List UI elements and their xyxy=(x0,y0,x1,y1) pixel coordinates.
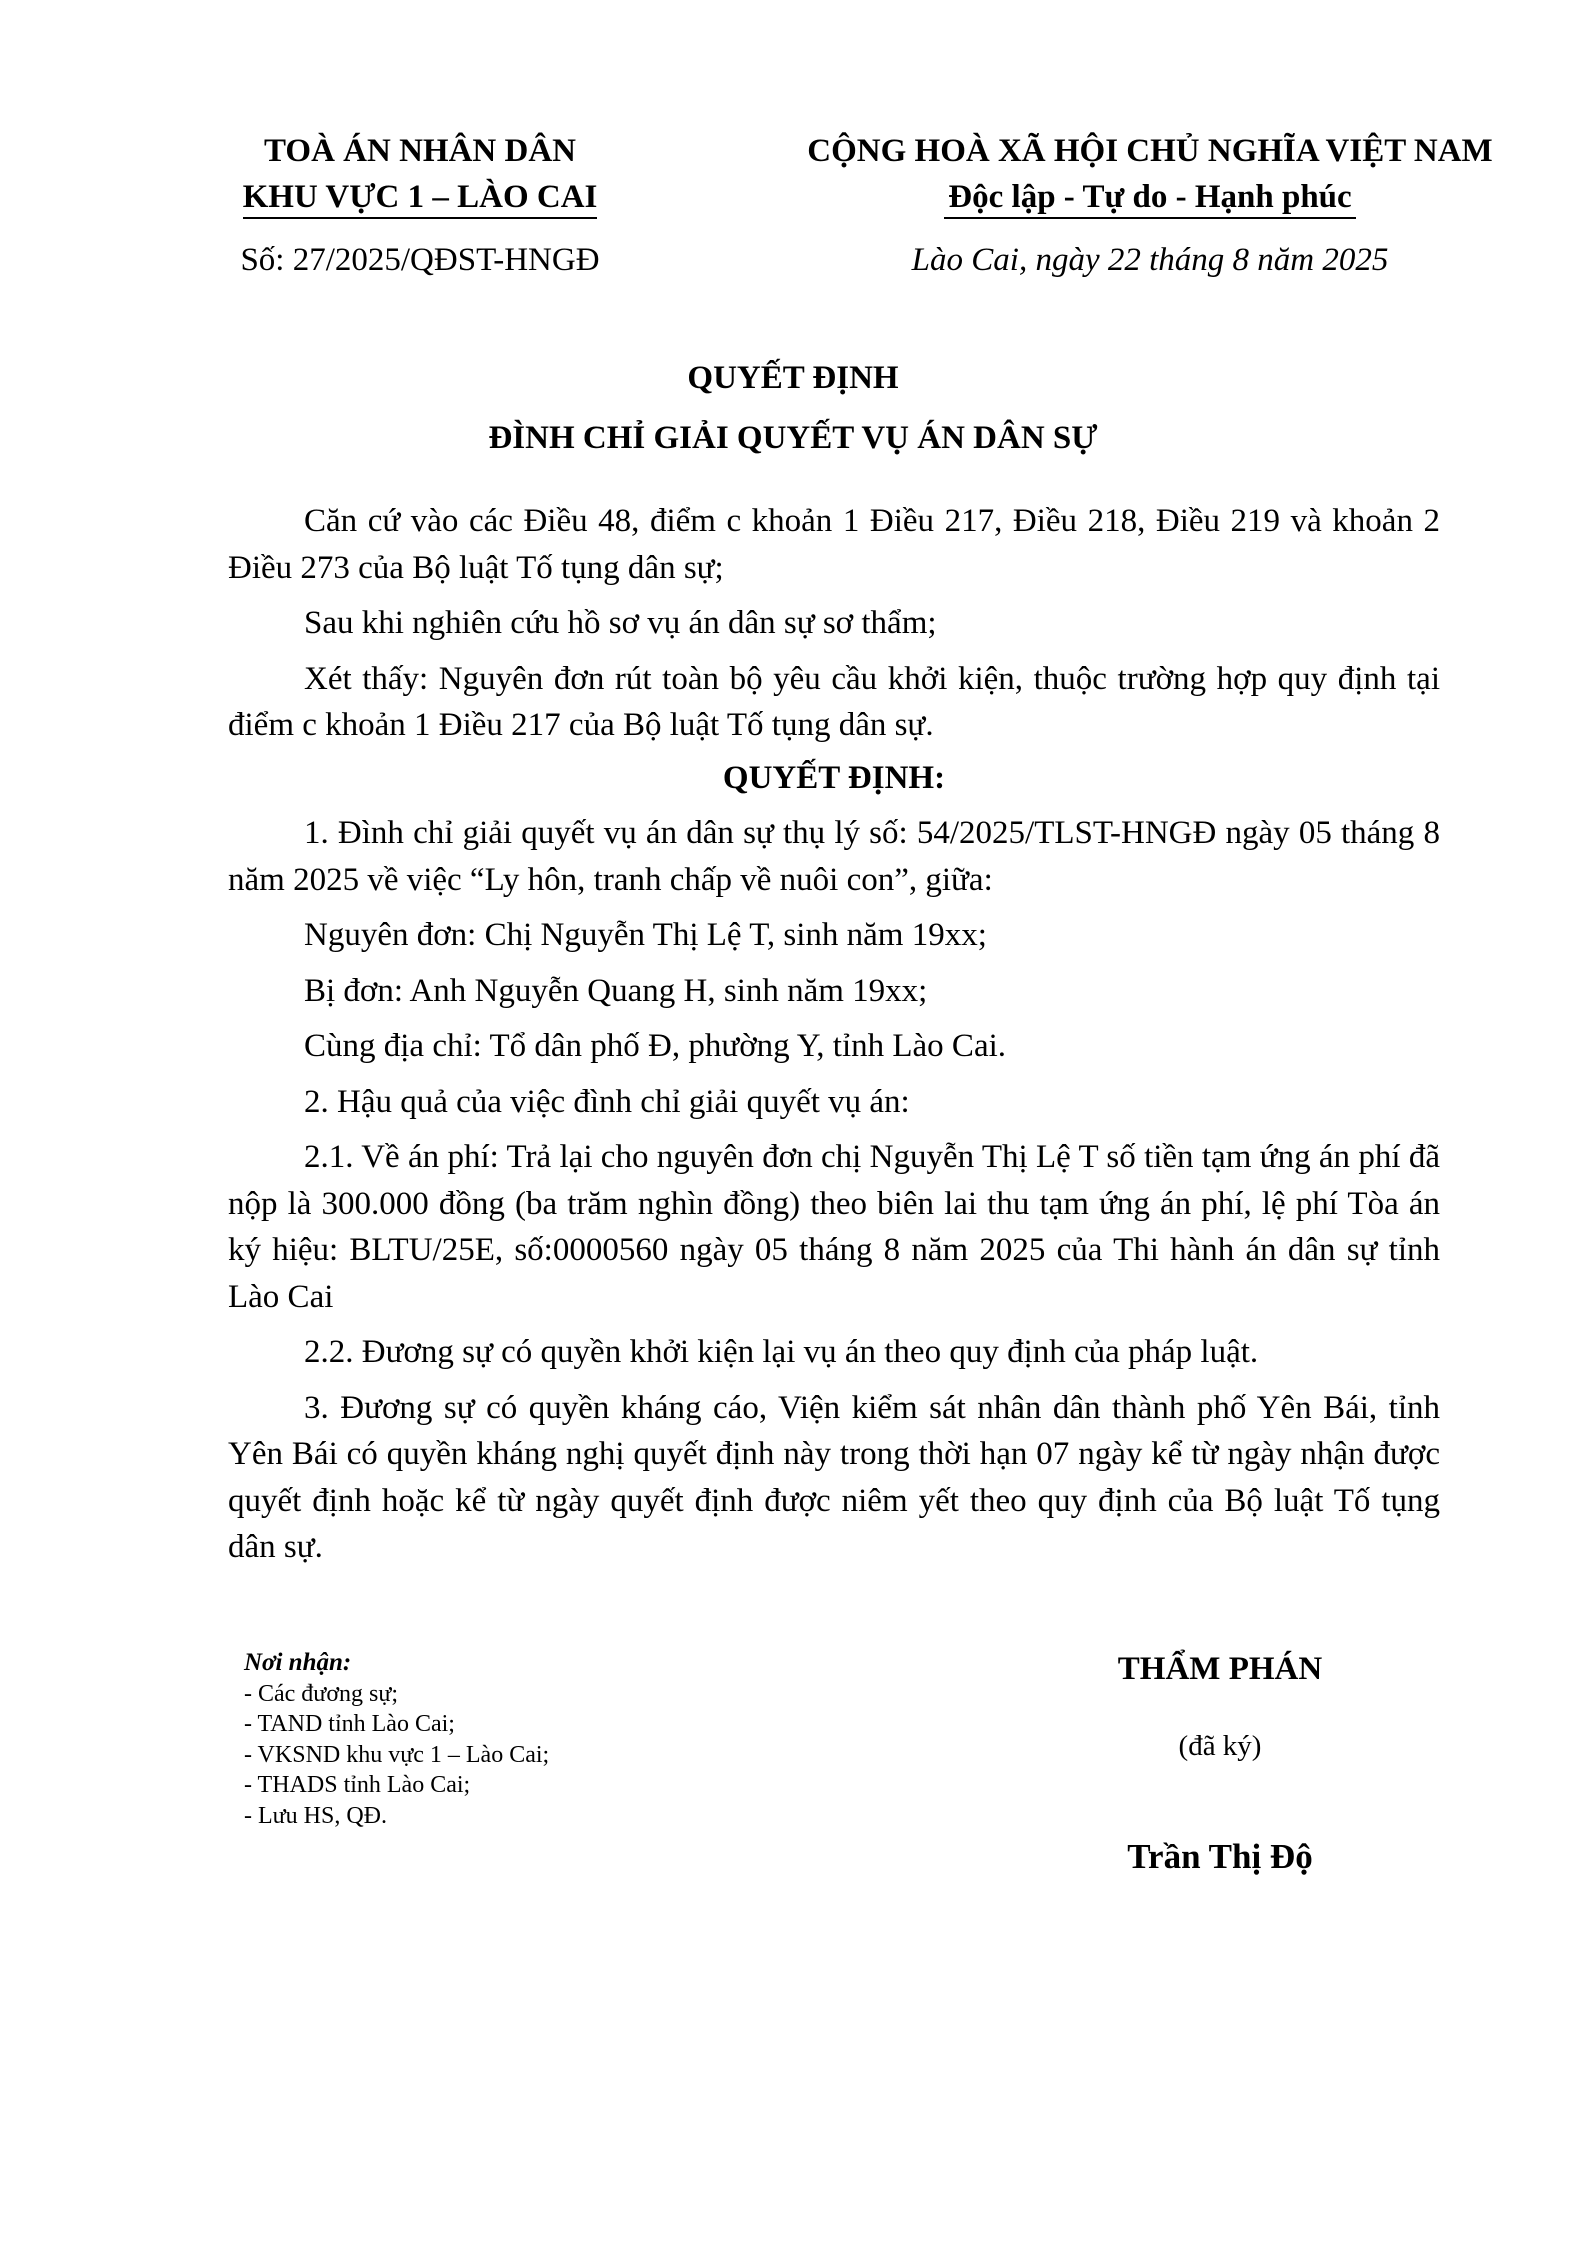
recipient-item: - VKSND khu vực 1 – Lào Cai; xyxy=(244,1741,550,1768)
recipients-block xyxy=(244,1648,764,1831)
decision-heading: QUYẾT ĐỊNH: xyxy=(722,759,946,796)
paragraph-item-2-1: 2.1. Về án phí: Trả lại cho nguyên đơn chị Nguyễn Thị Lệ T số tiền tạm ứng án phí đã nộp là 300.000 đồng (ba trăm nghìn đồng) theo biên lai thu tạm ứng án phí, lệ phí Tòa án ký hiệu: BLTU/25E, số:0000560 ngày 05 tháng 8 năm 2025 của Thi hành án dân sự tỉnh Lào Cai xyxy=(228,1139,1440,1315)
court-name: TOÀ ÁN NHÂN DÂN xyxy=(264,133,576,169)
title-line-1: QUYẾT ĐỊNH xyxy=(687,360,899,396)
paragraph-plaintiff: Nguyên đơn: Chị Nguyễn Thị Lệ T, sinh năm 19xx; xyxy=(304,917,987,953)
paragraph-item-2: 2. Hậu quả của việc đình chỉ giải quyết vụ án: xyxy=(304,1083,910,1120)
document-number: Số: 27/2025/QĐST-HNGĐ xyxy=(240,242,600,278)
country-name: CỘNG HOÀ XÃ HỘI CHỦ NGHĨA VIỆT NAM xyxy=(807,133,1493,169)
court-subdivision: KHU VỰC 1 – LÀO CAI xyxy=(243,177,598,219)
paragraph-address: Cùng địa chỉ: Tổ dân phố Đ, phường Y, tỉnh Lào Cai. xyxy=(304,1028,1007,1064)
paragraph-defendant: Bị đơn: Anh Nguyễn Quang H, sinh năm 19xx; xyxy=(304,972,928,1009)
paragraph-legal-basis: Căn cứ vào các Điều 48, điểm c khoản 1 Điều 217, Điều 218, Điều 219 và khoản 2 Điều 273 của Bộ luật Tố tụng dân sự; xyxy=(228,503,1440,586)
recipient-item: - Lưu HS, QĐ. xyxy=(244,1802,388,1829)
recipient-item: - Các đương sự; xyxy=(244,1680,399,1707)
document-body xyxy=(228,498,1440,1571)
national-header xyxy=(770,128,1530,279)
recipient-item: - TAND tỉnh Lào Cai; xyxy=(244,1711,455,1737)
title-line-2: ĐÌNH CHỈ GIẢI QUYẾT VỤ ÁN DÂN SỰ xyxy=(488,420,1098,456)
national-motto: Độc lập - Tự do - Hạnh phúc xyxy=(944,177,1355,219)
paragraph-item-3: 3. Đương sự có quyền kháng cáo, Viện kiểm sát nhân dân thành phố Yên Bái, tỉnh Yên Bái có quyền kháng nghị quyết định này trong thời hạn 07 ngày kể từ ngày nhận được quyết định hoặc kể từ ngày quyết định được niêm yết theo quy định của Bộ luật Tố tụng dân sự. xyxy=(228,1389,1440,1565)
document-title xyxy=(0,348,1586,468)
document-date: Lào Cai, ngày 22 tháng 8 năm 2025 xyxy=(911,242,1389,278)
paragraph-item-2-2: 2.2. Đương sự có quyền khởi kiện lại vụ án theo quy định của pháp luật. xyxy=(304,1334,1259,1370)
signature-status: (đã ký) xyxy=(1178,1730,1262,1762)
recipients-title: Nơi nhận: xyxy=(244,1649,352,1676)
court-header xyxy=(200,128,640,279)
paragraph-review: Sau khi nghiên cứu hồ sơ vụ án dân sự sơ thẩm; xyxy=(304,605,937,641)
signer-role: THẨM PHÁN xyxy=(1117,1651,1323,1687)
paragraph-item-1: 1. Đình chỉ giải quyết vụ án dân sự thụ lý số: 54/2025/TLST-HNGĐ ngày 05 tháng 8 năm 2025 về việc “Ly hôn, tranh chấp về nuôi con”, giữa: xyxy=(228,815,1440,898)
paragraph-finding: Xét thấy: Nguyên đơn rút toàn bộ yêu cầu khởi kiện, thuộc trường hợp quy định tại điểm c khoản 1 Điều 217 của Bộ luật Tố tụng dân sự. xyxy=(228,660,1440,743)
signature-block xyxy=(980,1646,1460,1877)
signer-name: Trần Thị Độ xyxy=(1127,1837,1313,1876)
recipient-item: - THADS tỉnh Lào Cai; xyxy=(244,1772,471,1798)
